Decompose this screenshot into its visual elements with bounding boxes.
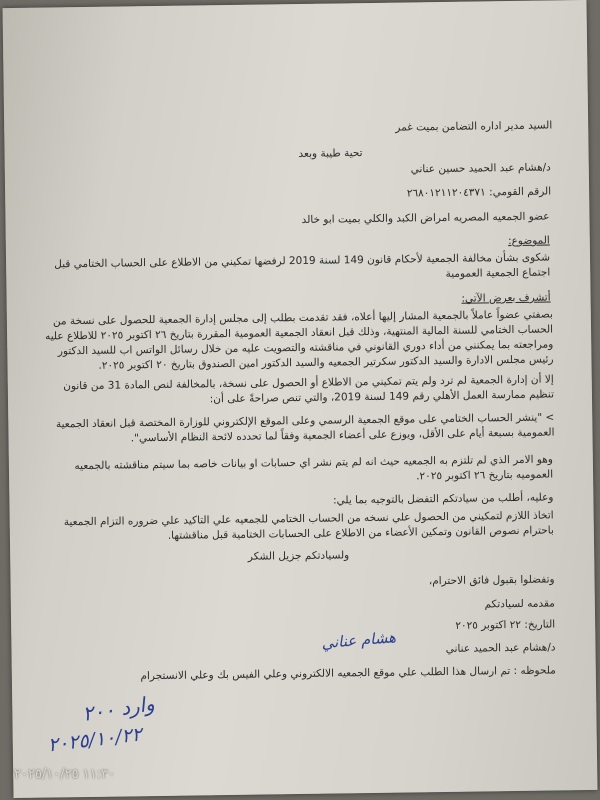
greeting: تحية طيبة وبعد: [298, 147, 363, 160]
national-id: الرقم القومي: ٢٦٨٠١٢١١٢٠٤٣٧١: [406, 185, 552, 200]
membership: عضو الجمعيه المصريه امراض الكبد والكلي بميت ابو خالد: [301, 210, 550, 226]
handwritten-annotation-1: وارد ٢٠٠: [80, 691, 157, 726]
submitted-line: مقدمه لسيادتكم: [484, 597, 555, 611]
signature-name: د/هشام عبد الحميد عناني: [445, 641, 556, 655]
sender-name: د/هشام عبد الحميد حسين عناني: [410, 161, 551, 176]
thanks-line: ولسيادتكم جزيل الشكر: [247, 549, 350, 563]
request-intro: وعليه، أطلب من سيادتكم التفضل بالتوجيه بما يلي:: [333, 491, 554, 507]
document-page: [3, 0, 598, 798]
paragraph-3: وهو الامر الذي لم تلتزم به الجمعيه حيث انه لم يتم نشر اي حسابات او بيانات خاصه بما سيتم مناقشته بالجمعيه العموميه بتاريخ ٢٦ اكتوبر ٢٠٢٥.: [74, 453, 554, 483]
handwritten-annotation-2: ٢٠٢٥/١٠/٢٢: [46, 723, 144, 757]
date-line: التاريخ: ٢٢ اكتوبر ٢٠٢٥: [455, 618, 556, 632]
recipient-line: السيد مدير اداره التضامن بميت غمر: [395, 119, 553, 134]
paragraph-1: بصفتي عضواً عاملاً بالجمعية المشار إليها أعلاه، فقد تقدمت بطلب إلى مجلس إدارة الجمعية للحصول على نسخة من الحساب الختامي للسنة المالية المنتهية، وذلك قبل انعقاد الجمعية العمومية المقررة بتاريخ ٢٦ اكتوبر ٢٠٢٥ للاطلاع عليه ومراجعته بما يمكنني من أداء دوري القانوني في مناقشته والتصويت عليه من خلال رسائل الواتس اب للسيد الدكتور رئيس مجلس الادارة والسيد الدكتور سكرتير الجمعيه والسيد الدكتور امين الصندوق بتاريخ ٢٠ اكتوبر ٢٠٢٥.: [45, 308, 554, 372]
note-line: ملحوظه : تم ارسال هذا الطلب علي موقع الجمعيه الالكتروني وعلي الفيس بك وعلي الانستجرام: [140, 664, 556, 683]
law-quote: > "ينشر الحساب الختامي على موقع الجمعية الرسمي وعلى الموقع الإلكتروني للوزارة المختصة قبل انعقاد الجمعية العمومية بسبعة أيام على الأقل، ويوزع على أعضاء الجمعية وفقاً لما تحدده لائحة النظام الأساسي".: [55, 411, 555, 445]
subject-label: الموضوع:: [507, 234, 550, 248]
closing-line: وتفضلوا بقبول فائق الاحترام،: [428, 573, 555, 588]
photo-timestamp: ١١:٣٠ ٢٠٢٥/١٠/٢٥: [14, 767, 116, 782]
honor-line: أتشرف بعرض الآتي:: [461, 291, 551, 305]
request-text: اتخاذ اللازم لتمكيني من الحصول علي نسخه من الحساب الختامي للجمعيه علي التاكيد علي ضروره التزام الجمعية باحترام نصوص القانون وتمكين الأعضاء من الاطلاع على الحسابات الختامية قبل مناقشتها.: [63, 509, 554, 542]
paragraph-2: إلا أن إدارة الجمعية لم ترد ولم يتم تمكيني من الاطلاع أو الحصول على نسخة، بالمخالفة لنص المادة 31 من قانون تنظيم ممارسة العمل الأهلي رقم 149 لسنة 2019، والتي تنص صراحةً على أن:: [63, 373, 555, 406]
subject-text: شكوى بشأن مخالفة الجمعية لأحكام قانون 149 لسنة 2019 لرفضها تمكيني من الاطلاع على الحساب الختامي قبل اجتماع الجمعية العمومية: [54, 251, 551, 280]
handwritten-signature: هشام عناني: [320, 628, 397, 653]
